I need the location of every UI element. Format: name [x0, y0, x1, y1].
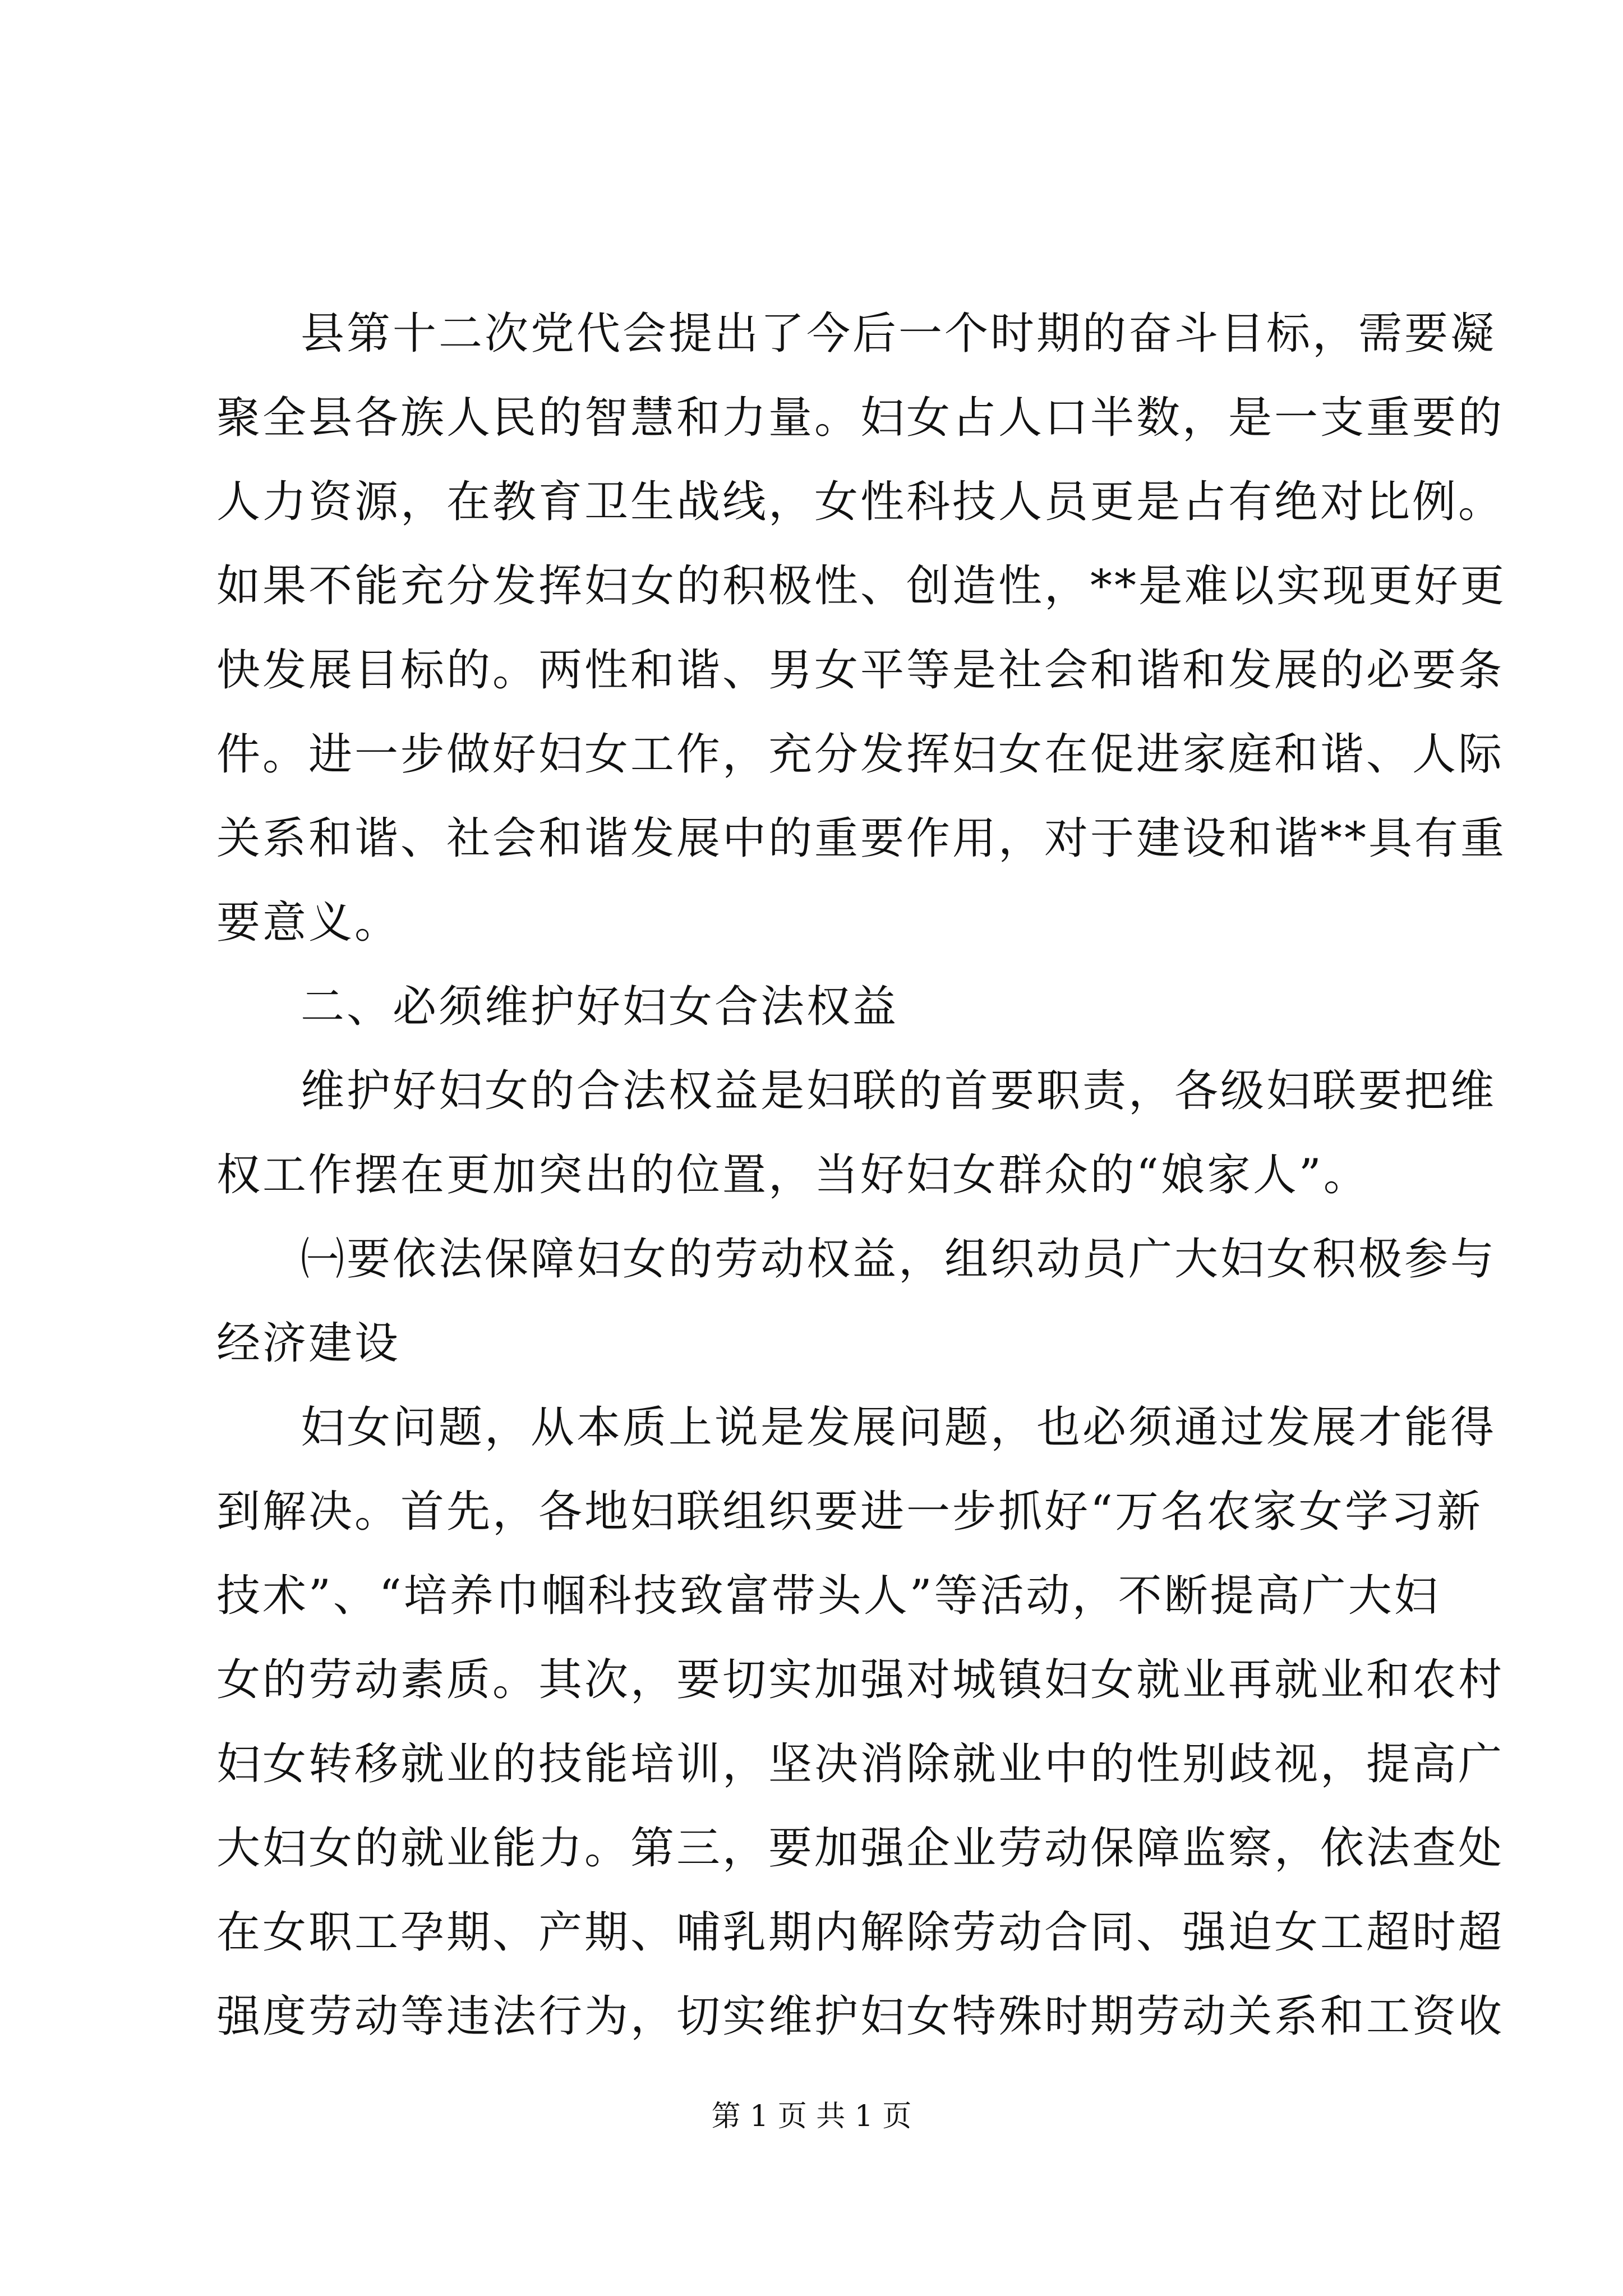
text-line: 强度劳动等违法行为，切实维护妇女特殊时期劳动关系和工资收	[216, 1991, 1505, 2042]
text-line: 女的劳动素质。其次，要切实加强对城镇妇女就业再就业和农村	[216, 1655, 1505, 1705]
text-line: 关系和谐、社会和谐发展中的重要作用，对于建设和谐**具有重	[216, 813, 1507, 864]
text-line: 技术”、“培养巾帼科技致富带头人”等活动，不断提高广大妇	[216, 1571, 1440, 1621]
text-line: 快发展目标的。两性和谐、男女平等是社会和谐和发展的必要条	[216, 645, 1505, 696]
text-line: 人力资源，在教育卫生战线，女性科技人员更是占有绝对比例。	[216, 477, 1505, 527]
text-line: 如果不能充分发挥妇女的积极性、创造性，**是难以实现更好更	[216, 561, 1507, 611]
text-line: 权工作摆在更加突出的位置，当好妇女群众的“娘家人”。	[216, 1150, 1370, 1200]
text-line: 维护好妇女的合法权益是妇联的首要职责，各级妇联要把维	[301, 1066, 1497, 1116]
section-heading: 二、必须维护好妇女合法权益	[301, 982, 899, 1032]
text-line: 到解决。首先，各地妇联组织要进一步抓好“万名农家女学习新	[216, 1487, 1483, 1537]
text-line: 件。进一步做好妇女工作，充分发挥妇女在促进家庭和谐、人际	[216, 729, 1505, 780]
text-line: 聚全县各族人民的智慧和力量。妇女占人口半数，是一支重要的	[216, 393, 1505, 443]
subsection-heading: 经济建设	[216, 1318, 401, 1369]
subsection-heading: ㈠要依法保障妇女的劳动权益，组织动员广大妇女积极参与	[301, 1234, 1497, 1285]
page-footer: 第 1 页 共 1 页	[711, 2100, 912, 2133]
text-line: 妇女问题，从本质上说是发展问题，也必须通过发展才能得	[301, 1402, 1497, 1453]
text-line: 妇女转移就业的技能培训，坚决消除就业中的性别歧视，提高广	[216, 1739, 1505, 1789]
text-line: 要意义。	[216, 898, 401, 948]
text-line: 在女职工孕期、产期、哺乳期内解除劳动合同、强迫女工超时超	[216, 1907, 1505, 1958]
text-line: 大妇女的就业能力。第三，要加强企业劳动保障监察，依法查处	[216, 1823, 1505, 1874]
text-line: 县第十二次党代会提出了今后一个时期的奋斗目标，需要凝	[301, 309, 1497, 359]
